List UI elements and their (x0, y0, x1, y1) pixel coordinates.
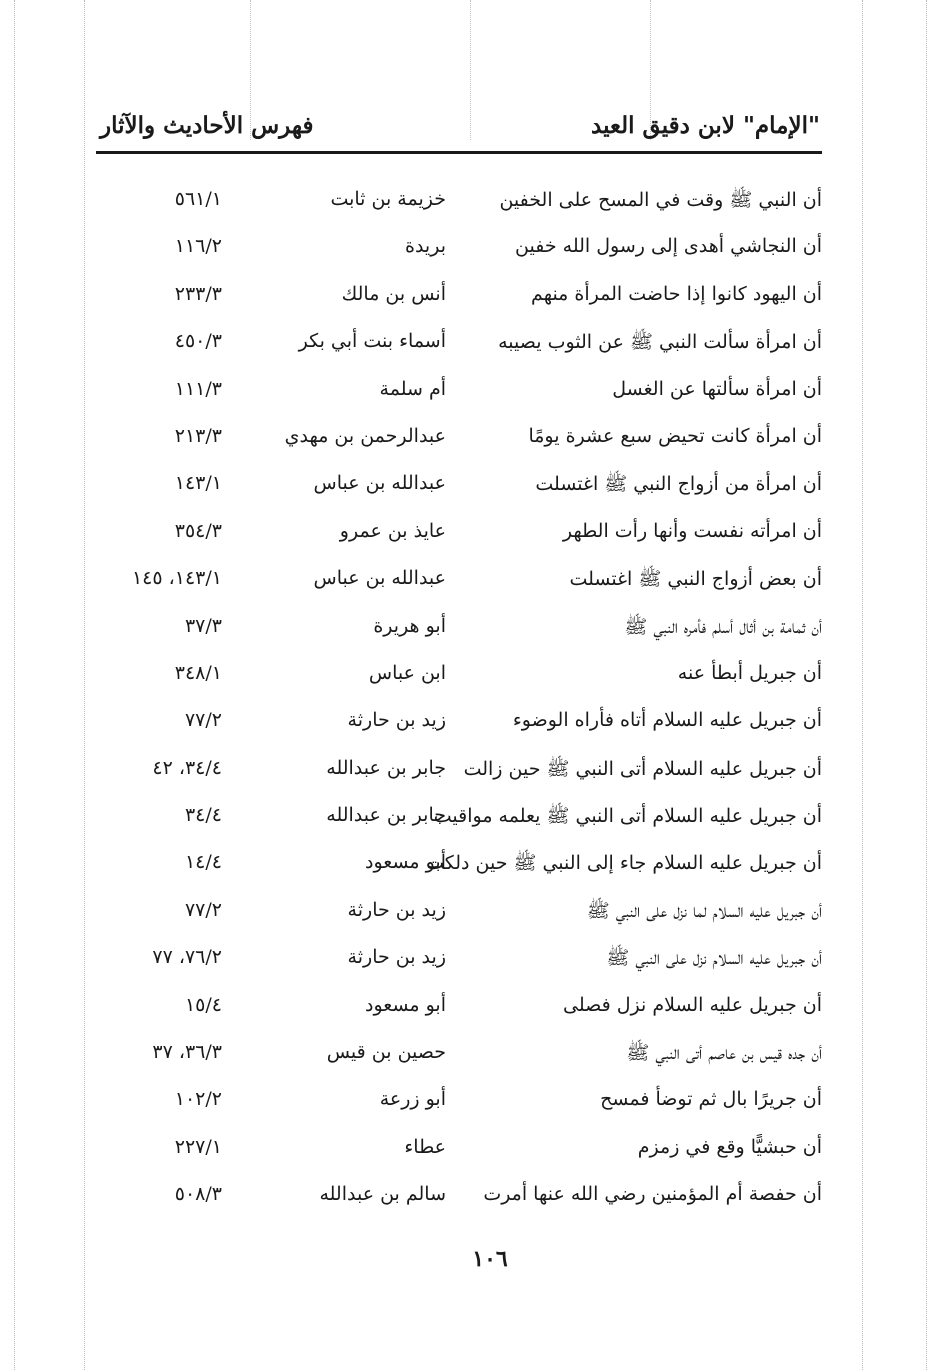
scan-guide-line (84, 0, 85, 1370)
volume-page-ref: ٥٦١/١ (174, 188, 222, 210)
index-row (96, 376, 822, 423)
narrator-name: أبو مسعود (365, 851, 446, 874)
narrator-name: زيد بن حارثة (347, 898, 446, 921)
hadith-text: أن جبريل عليه السلام نزل على النبي ﷺ (606, 947, 822, 970)
index-row (96, 423, 822, 470)
volume-page-ref: ٥٠٨/٣ (174, 1183, 222, 1206)
section-title: فهرس الأحاديث والآثار (100, 112, 314, 139)
volume-page-ref: ٣٧/٣ (184, 614, 222, 637)
index-row (96, 281, 822, 328)
hadith-text: أن جبريل عليه السلام نزل فصلى (563, 993, 822, 1016)
hadith-text: أن جبريل عليه السلام لما نزل على النبي ﷺ (586, 899, 822, 922)
volume-page-ref: ١٤٣/١، ١٤٥ (131, 567, 222, 590)
scan-guide-line (862, 0, 863, 1370)
index-row (96, 1086, 822, 1133)
hadith-text: أن جبريل عليه السلام أتى النبي ﷺ يعلمه مواقيت (433, 805, 822, 828)
narrator-name: أنس بن مالك (341, 282, 446, 305)
hadith-text: أن امرأة من أزواج النبي ﷺ اغتسلت (535, 473, 822, 496)
index-row (96, 707, 822, 754)
narrator-name: ابن عباس (368, 661, 446, 684)
narrator-name: أبو زرعة (379, 1088, 446, 1111)
volume-page-ref: ٢٢٧/١ (174, 1135, 222, 1158)
volume-page-ref: ١٥/٤ (184, 993, 222, 1016)
volume-page-ref: ٣٤/٤، ٤٢ (152, 756, 222, 779)
index-row (96, 518, 822, 565)
index-row (96, 755, 822, 802)
narrator-name: خزيمة بن ثابت (330, 188, 446, 210)
narrator-name: حصين بن قيس (326, 1041, 446, 1064)
narrator-name: عبدالرحمن بن مهدي (284, 424, 446, 447)
narrator-name: أم سلمة (379, 377, 446, 400)
index-row (96, 1039, 822, 1086)
hadith-text: أن بعض أزواج النبي ﷺ اغتسلت (569, 568, 822, 591)
scan-guide-line (926, 0, 927, 1370)
narrator-name: سالم بن عبدالله (319, 1183, 446, 1206)
narrator-name: بريدة (405, 235, 446, 258)
volume-page-ref: ١٠٢/٢ (174, 1088, 222, 1111)
volume-page-ref: ٢٣٣/٣ (174, 282, 222, 305)
index-row (96, 1181, 822, 1228)
volume-page-ref: ٣٤/٤ (184, 804, 222, 827)
volume-page-ref: ٧٦/٢، ٧٧ (152, 946, 222, 969)
hadith-text: أن حفصة أم المؤمنين رضي الله عنها أمرت (483, 1183, 822, 1206)
index-row (96, 186, 822, 233)
narrator-name: عايذ بن عمرو (339, 519, 446, 542)
index-row (96, 897, 822, 944)
hadith-text: أن النجاشي أهدى إلى رسول الله خفين (515, 235, 822, 258)
narrator-name: أبو مسعود (365, 993, 446, 1016)
index-row (96, 660, 822, 707)
volume-page-ref: ٧٧/٢ (184, 898, 222, 921)
page-header (100, 112, 820, 146)
narrator-name: عبدالله بن عباس (313, 472, 446, 495)
hadith-text: أن اليهود كانوا إذا حاضت المرأة منهم (531, 282, 822, 305)
hadith-text: أن حبشيًّا وقع في زمزم (637, 1135, 822, 1158)
hadith-text: أن جبريل عليه السلام أتاه فأراه الوضوء (512, 709, 822, 732)
book-title: "الإمام" لابن دقيق العيد (591, 112, 820, 139)
index-row (96, 470, 822, 517)
narrator-name: عبدالله بن عباس (313, 567, 446, 590)
index-row (96, 613, 822, 660)
index-row (96, 849, 822, 896)
index-row (96, 1134, 822, 1181)
volume-page-ref: ١١١/٣ (174, 377, 222, 400)
volume-page-ref: ٤٥٠/٣ (174, 330, 222, 353)
hadith-text: أن النبي ﷺ وقت في المسح على الخفين (499, 189, 822, 211)
narrator-name: أسماء بنت أبي بكر (298, 330, 446, 353)
header-rule (96, 151, 822, 154)
hadith-index-list (96, 186, 822, 1229)
hadith-text: أن جده قيس بن عاصم أتى النبي ﷺ (626, 1042, 822, 1065)
index-row (96, 565, 822, 612)
page-number: ١٠٦ (472, 1246, 508, 1272)
index-row (96, 992, 822, 1039)
index-row (96, 233, 822, 280)
hadith-text: أن ثمامة بن أثال أسلم فأمره النبي ﷺ (624, 615, 822, 638)
volume-page-ref: ٧٧/٢ (184, 709, 222, 732)
narrator-name: عطاء (404, 1135, 446, 1158)
narrator-name: زيد بن حارثة (347, 709, 446, 732)
narrator-name: أبو هريرة (373, 614, 446, 637)
index-row (96, 802, 822, 849)
volume-page-ref: ٢١٣/٣ (174, 424, 222, 447)
hadith-text: أن امرأته نفست وأنها رأت الطهر (562, 519, 822, 542)
volume-page-ref: ٣٦/٣، ٣٧ (152, 1041, 222, 1064)
hadith-text: أن جبريل عليه السلام جاء إلى النبي ﷺ حين دلكت (426, 852, 822, 875)
index-row (96, 944, 822, 991)
hadith-text: أن امرأة سألت النبي ﷺ عن الثوب يصيبه (498, 331, 822, 354)
hadith-text: أن امرأة كانت تحيض سبع عشرة يومًا (528, 424, 822, 447)
scan-guide-line (14, 0, 15, 1370)
index-row (96, 328, 822, 375)
hadith-text: أن جبريل عليه السلام أتى النبي ﷺ حين زالت (463, 757, 822, 780)
hadith-text: أن جبريل أبطأ عنه (677, 661, 822, 684)
narrator-name: جابر بن عبدالله (326, 804, 446, 827)
narrator-name: زيد بن حارثة (347, 946, 446, 969)
narrator-name: جابر بن عبدالله (326, 756, 446, 779)
volume-page-ref: ٣٥٤/٣ (174, 519, 222, 542)
hadith-text: أن امرأة سألتها عن الغسل (612, 377, 822, 400)
hadith-text: أن جريرًا بال ثم توضأ فمسح (600, 1088, 822, 1111)
volume-page-ref: ١١٦/٢ (174, 235, 222, 258)
volume-page-ref: ١٤٣/١ (174, 472, 222, 495)
volume-page-ref: ٣٤٨/١ (174, 661, 222, 684)
volume-page-ref: ١٤/٤ (184, 851, 222, 874)
